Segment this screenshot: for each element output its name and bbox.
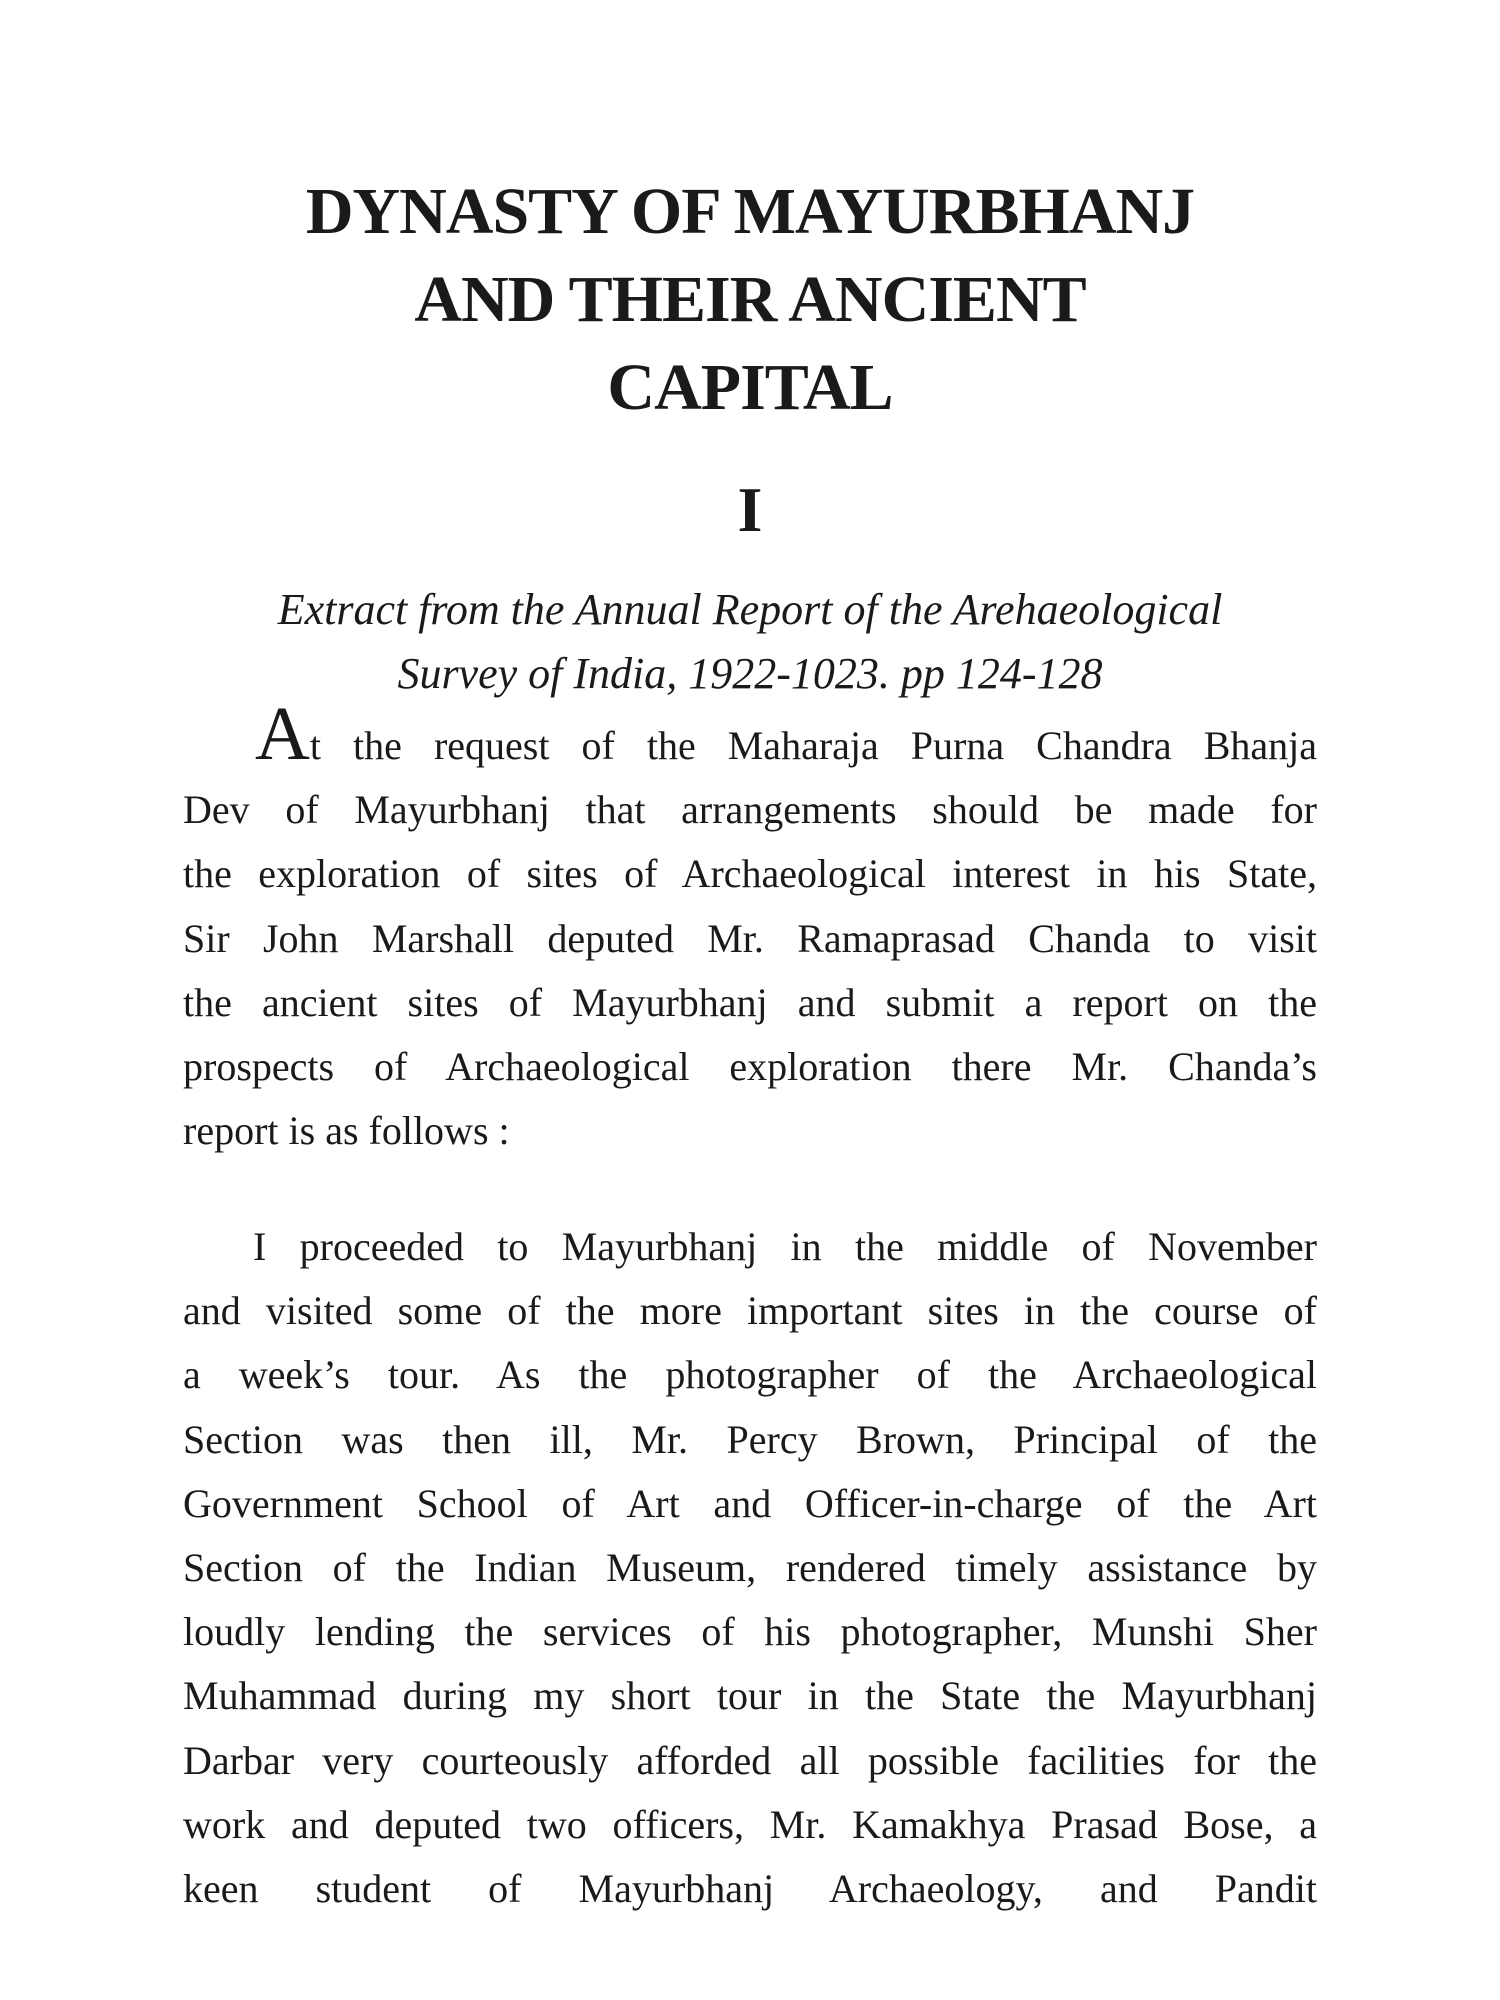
text-line-content: t the request of the Maharaja Purna Chandra Bhanja: [309, 723, 1317, 768]
text-line: Muhammad during my short tour in the State the Mayurbhanj: [183, 1673, 1317, 1719]
paragraph-intro: [183, 692, 1317, 1163]
text-line: loudly lending the services of his photographer, Munshi Sher: [183, 1609, 1317, 1655]
extract-citation: [150, 578, 1350, 706]
text-line: Sir John Marshall deputed Mr. Ramaprasad Chanda to visit: [183, 915, 1317, 961]
text-line: Dev of Mayurbhanj that arrangements should be made for: [183, 787, 1317, 833]
extract-line: Survey of India, 1922-1023. pp 124-128: [397, 649, 1103, 698]
text-line: [183, 692, 1317, 778]
text-line: Section was then ill, Mr. Percy Brown, Principal of the: [183, 1416, 1317, 1462]
section-number: I: [737, 474, 763, 545]
text-line: and visited some of the more important sites in the course of: [183, 1288, 1317, 1334]
chapter-title-line: AND THEIR ANCIENT: [414, 263, 1086, 336]
text-line: the exploration of sites of Archaeological interest in his State,: [183, 851, 1317, 897]
text-line: work and deputed two officers, Mr. Kamakhya Prasad Bose, a: [183, 1801, 1317, 1847]
text-line: prospects of Archaeological exploration there Mr. Chanda’s: [183, 1044, 1317, 1090]
paragraph-report: [183, 1215, 1317, 1921]
chapter-title-line: DYNASTY OF MAYURBHANJ: [305, 175, 1195, 248]
text-line: keen student of Mayurbhanj Archaeology, and Pandit: [183, 1866, 1317, 1912]
text-line: Government School of Art and Officer-in-charge of the Art: [183, 1480, 1317, 1526]
chapter-title-line: CAPITAL: [607, 351, 893, 424]
text-line: a week’s tour. As the photographer of the Archaeological: [183, 1352, 1317, 1398]
text-line: I proceeded to Mayurbhanj in the middle of November: [253, 1224, 1317, 1269]
text-line: the ancient sites of Mayurbhanj and submit a report on the: [183, 979, 1317, 1025]
chapter-title: [150, 168, 1350, 432]
text-line: Darbar very courteously afforded all possible facilities for the: [183, 1737, 1317, 1783]
extract-line: Extract from the Annual Report of the Arehaeological: [277, 585, 1223, 634]
text-line: Section of the Indian Museum, rendered timely assistance by: [183, 1545, 1317, 1591]
text-line: report is as follows :: [183, 1108, 510, 1154]
drop-cap: A: [255, 692, 310, 776]
